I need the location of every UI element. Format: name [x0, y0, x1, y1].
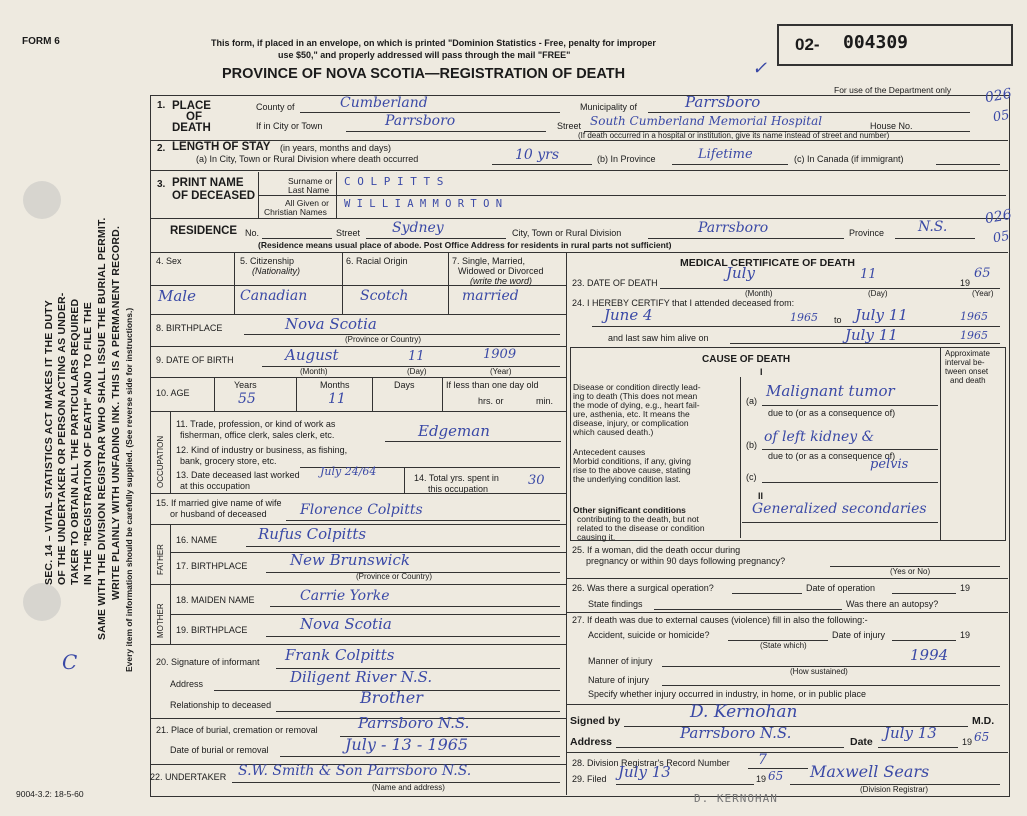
birthplace-label: 8. BIRTHPLACE: [156, 323, 223, 333]
signed-address-value: Parrsboro N.S.: [680, 724, 792, 742]
q27-manner-label: Manner of injury: [588, 656, 653, 666]
residence-division-label: City, Town or Rural Division: [512, 228, 622, 238]
q24-label: 24. I HEREBY CERTIFY that I attended deceased from:: [572, 298, 795, 308]
sidebar-line-4: IN THE "REGISTRATION OF DEATH" AND TO FILE THE: [82, 301, 94, 585]
father-side-label: FATHER: [156, 544, 165, 575]
q26-autopsy-label: Was there an autopsy?: [846, 599, 939, 609]
h4-sex: 4. Sex: [156, 256, 182, 266]
residence-code-1: 026: [983, 206, 1013, 228]
signed-year-prefix: 19: [962, 737, 973, 747]
q29-registrar: Maxwell Sears: [810, 762, 930, 781]
interval-3: tween onset: [945, 367, 989, 376]
reg-number: 004309: [843, 32, 909, 53]
mother-birthplace-value: Nova Scotia: [300, 615, 392, 633]
attended-from: June 4: [604, 306, 653, 324]
q26-year-prefix: 19: [960, 583, 971, 593]
q26-date-label: Date of operation: [806, 583, 876, 593]
q14-value: 30: [528, 473, 545, 488]
hospital-note: (If death occurred in a hospital or institution, give its name instead of street and number): [578, 131, 890, 140]
sidebar-line-2: OF THE UNDERTAKER OR PERSON ACTING AS UNDER-: [56, 292, 68, 585]
other-1: Other significant conditions: [573, 505, 686, 515]
q26-line-1: 26. Was there a surgical operation?: [572, 583, 714, 593]
attended-from-year: 1965: [790, 311, 818, 324]
other-value: Generalized secondaries: [752, 501, 927, 517]
death-day: 11: [860, 267, 877, 282]
q11-line-2: fisherman, office clerk, sales clerk, etc.: [180, 430, 335, 440]
age-days-label: Days: [394, 380, 415, 390]
dob-day: 11: [408, 349, 425, 364]
last-seen-year: 1965: [960, 329, 988, 342]
citizenship-value: Canadian: [240, 288, 308, 304]
q13-value: July 24/64: [320, 465, 377, 478]
q2-label: LENGTH OF STAY: [172, 141, 271, 153]
cause-a-label: (a): [746, 396, 757, 406]
informant-address-value: Diligent River N.S.: [290, 668, 433, 686]
burial-date-label: Date of burial or removal: [170, 745, 269, 755]
q25-yes-no: (Yes or No): [890, 567, 931, 576]
burial-date-value: July - 13 - 1965: [345, 735, 469, 754]
signed-md: M.D.: [972, 715, 995, 727]
dept-use-label: For use of the Department only: [834, 85, 952, 95]
signed-address-label: Address: [570, 736, 613, 748]
q27-code: 1994: [910, 646, 949, 664]
q25-line-1: 25. If a woman, did the death occur during: [572, 545, 741, 555]
residence-street-label: Street: [336, 228, 361, 238]
burial-place-label: 21. Place of burial, cremation or removal: [156, 725, 318, 735]
county-label: County of: [256, 102, 295, 112]
q3-label-1: PRINT NAME: [172, 177, 244, 189]
informant-rel-label: Relationship to deceased: [170, 700, 272, 710]
q27-state-which: (State which): [760, 641, 807, 650]
other-3: related to the disease or condition: [577, 523, 705, 533]
age-lt-label: If less than one day old: [446, 380, 539, 390]
mother-side-label: MOTHER: [156, 603, 165, 638]
attended-to-label: to: [834, 315, 842, 325]
q25-line-2: pregnancy or within 90 days following pregnancy?: [586, 556, 786, 566]
q13-line-1: 13. Date deceased last worked: [176, 470, 300, 480]
ante-1: Antecedent causes: [573, 447, 646, 457]
residence-note: (Residence means usual place of abode. Post Office Address for residents in rural parts not sufficient): [258, 240, 672, 250]
q2-num: 2.: [157, 143, 166, 154]
death-year-prefix: 19: [960, 278, 971, 288]
cause-due-2: due to (or as a consequence of): [768, 451, 896, 461]
reg-prefix: 02-: [795, 35, 820, 54]
stay-a-label: (a) In City, Town or Rural Division where death occurred: [196, 154, 419, 164]
form-id: FORM 6: [22, 36, 60, 47]
residence-no-label: No.: [245, 228, 260, 238]
q2-label-suffix: (in years, months and days): [280, 143, 392, 153]
surname-value: C O L P I T T S: [344, 175, 444, 188]
sidebar-line-5: SAME WITH THE DIVISION REGISTRAR WHO SHALL ISSUE THE BURIAL PERMIT.: [96, 217, 108, 640]
h5-citizenship: 5. Citizenship: [240, 256, 295, 266]
surname-label-1: Surname or: [288, 176, 333, 186]
street-label: Street: [557, 121, 582, 131]
residence-division-value: Parrsboro: [698, 220, 769, 236]
disease-1: Disease or condition directly lead-: [573, 382, 701, 392]
ante-4: the underlying condition last.: [573, 474, 681, 484]
death-year: 65: [974, 266, 991, 281]
q1-label-2: OF: [186, 111, 202, 123]
age-years-value: 55: [238, 391, 256, 407]
age-years-label: Years: [234, 380, 257, 390]
burial-place-value: Parrsboro N.S.: [358, 714, 470, 732]
death-day-label: (Day): [868, 289, 888, 298]
house-label: House No.: [870, 121, 913, 131]
disease-3: the mode of dying, e.g., heart fail-: [573, 400, 700, 410]
q12-line-2: bank, grocery store, etc.: [180, 456, 277, 466]
age-min-label: min.: [536, 396, 554, 406]
cause-due-1: due to (or as a consequence of): [768, 408, 896, 418]
residence-province-value: N.S.: [918, 219, 948, 235]
form-code: 9004-3.2: 18-5-60: [16, 789, 84, 799]
q15-line-1: 15. If married give name of wife: [156, 498, 282, 508]
q23-label: 23. DATE OF DEATH: [572, 278, 658, 288]
mother-maiden-label: 18. MAIDEN NAME: [176, 595, 255, 605]
death-year-label: (Year): [972, 289, 994, 298]
stay-c-label: (c) In Canada (if immigrant): [794, 154, 904, 164]
informant-rel-value: Brother: [360, 688, 423, 707]
cause-b-value: of left kidney &: [764, 429, 875, 445]
mother-birthplace-label: 19. BIRTHPLACE: [176, 625, 248, 635]
q14-line-1: 14. Total yrs. spent in: [414, 473, 499, 483]
residence-label: RESIDENCE: [170, 225, 238, 237]
given-label-1: All Given or: [285, 198, 329, 208]
q27-accident-label: Accident, suicide or homicide?: [588, 630, 710, 640]
county-value: Cumberland: [340, 95, 428, 111]
h7-marital-3: (write the word): [470, 276, 533, 286]
q27-specify: Specify whether injury occurred in industry, in home, or in public place: [588, 689, 866, 699]
page-title: PROVINCE OF NOVA SCOTIA—REGISTRATION OF DEATH: [222, 66, 626, 82]
age-months-value: 11: [328, 391, 346, 407]
birthplace-value: Nova Scotia: [285, 315, 377, 333]
undertaker-sub: (Name and address): [372, 783, 445, 792]
residence-province-label: Province: [849, 228, 885, 238]
age-months-label: Months: [320, 380, 350, 390]
given-label-2: Christian Names: [264, 207, 327, 217]
q13-line-2: at this occupation: [180, 481, 251, 491]
cause-header: CAUSE OF DEATH: [702, 354, 791, 365]
dob-month: August: [285, 346, 339, 364]
check-mark: ✓: [752, 58, 768, 79]
q1-num: 1.: [157, 100, 166, 111]
sidebar-line-1: SEC. 14 – VITAL STATISTICS ACT MAKES IT THE DUTY: [43, 300, 55, 585]
given-value: W I L L I A M M O R T O N: [344, 198, 503, 210]
q29-year-prefix: 19: [756, 774, 767, 784]
street-value: South Cumberland Memorial Hospital: [590, 114, 823, 128]
city-label: If in City or Town: [256, 121, 323, 131]
q27-nature-label: Nature of injury: [588, 675, 650, 685]
sex-value: Male: [158, 287, 196, 305]
informant-address-label: Address: [170, 679, 204, 689]
q29-label: 29. Filed: [572, 774, 607, 784]
stay-a-value: 10 yrs: [515, 147, 560, 163]
q12-line-1: 12. Kind of industry or business, as fishing,: [176, 445, 348, 455]
punch-hole-bottom: [23, 583, 61, 621]
informant-sig-label: 20. Signature of informant: [156, 657, 260, 667]
city-value: Parrsboro: [385, 113, 456, 129]
stay-b-value: Lifetime: [698, 147, 753, 162]
margin-mark: C: [62, 650, 78, 674]
medical-header: MEDICAL CERTIFICATE OF DEATH: [680, 257, 855, 269]
h7-marital-2: Widowed or Divorced: [458, 266, 544, 276]
dob-month-label: (Month): [300, 367, 328, 376]
father-name-value: Rufus Colpitts: [258, 525, 367, 543]
occupation-side-label: OCCUPATION: [156, 435, 165, 488]
mail-notice-2: use $50," and properly addressed will pass through the mail "FREE": [278, 50, 571, 60]
q3-num: 3.: [157, 179, 166, 190]
interval-2: interval be-: [945, 358, 985, 367]
informant-sig-value: Frank Colpitts: [285, 646, 395, 664]
municipality-label: Municipality of: [580, 102, 638, 112]
punch-hole-top: [23, 181, 61, 219]
h7-marital-1: 7. Single, Married,: [452, 256, 526, 266]
q27-injury-date-label: Date of injury: [832, 630, 886, 640]
q26-state-label: State findings: [588, 599, 643, 609]
dob-day-label: (Day): [407, 367, 427, 376]
q27-how: (How sustained): [790, 667, 848, 676]
place-code-2: 05: [991, 107, 1011, 126]
death-month: July: [726, 264, 755, 282]
q1-label-3: DEATH: [172, 122, 211, 134]
residence-street-value: Sydney: [392, 220, 444, 236]
q27-line-1: 27. If death was due to external causes (violence) fill in also the following:-: [572, 615, 868, 625]
q3-label-2: OF DECEASED: [172, 190, 256, 202]
last-seen-date: July 11: [845, 326, 898, 344]
death-month-label: (Month): [745, 289, 773, 298]
residence-code-2: 05: [991, 228, 1011, 247]
attended-to: July 11: [855, 306, 908, 324]
q1-label-1: PLACE: [172, 100, 211, 112]
signed-value: D. Kernohan: [690, 702, 798, 722]
mail-notice-1: This form, if placed in an envelope, on which is printed "Dominion Statistics - Free, penalty for improper: [211, 38, 656, 48]
father-birthplace-label: 17. BIRTHPLACE: [176, 561, 248, 571]
q29-year: 65: [768, 769, 784, 783]
cause-a-value: Malignant tumor: [766, 382, 895, 400]
q28-value: 7: [758, 752, 767, 768]
birthplace-sub: (Province or Country): [345, 335, 422, 344]
signed-date-label: Date: [850, 736, 873, 748]
sidebar-line-6: WRITE PLAINLY WITH UNFADING INK. THIS IS A PERMANENT RECORD.: [110, 225, 122, 600]
undertaker-value: S.W. Smith & Son Parrsboro N.S.: [238, 763, 472, 779]
stay-b-label: (b) In Province: [597, 154, 656, 164]
municipality-value: Parrsboro: [685, 93, 761, 111]
disease-2: ing to death (This does not mean: [573, 391, 698, 401]
dob-year: 1909: [483, 347, 517, 362]
h6-racial: 6. Racial Origin: [346, 256, 408, 266]
last-seen-label: and last saw him alive on: [608, 333, 709, 343]
attended-to-year: 1965: [960, 310, 988, 323]
undertaker-label: 22. UNDERTAKER: [150, 772, 227, 782]
q28-label: 28. Division Registrar's Record Number: [572, 758, 730, 768]
sidebar-line-3: TAKER TO OBTAIN ALL THE PARTICULARS REQUIRED: [69, 298, 81, 585]
q29-sub: (Division Registrar): [860, 785, 929, 794]
q11-value: Edgeman: [418, 422, 490, 440]
place-code-1: 026: [983, 85, 1013, 107]
q11-line-1: 11. Trade, profession, or kind of work as: [176, 419, 336, 429]
father-birthplace-sub: (Province or Country): [356, 572, 433, 581]
spouse-value: Florence Colpitts: [300, 502, 423, 518]
q15-line-2: or husband of deceased: [170, 509, 267, 519]
dob-year-label: (Year): [490, 367, 512, 376]
cause-c-label: (c): [746, 472, 757, 482]
other-2: contributing to the death, but not: [577, 514, 699, 524]
racial-value: Scotch: [360, 288, 409, 304]
q27-year-prefix: 19: [960, 630, 971, 640]
cause-roman-1: I: [760, 367, 763, 377]
age-label: 10. AGE: [156, 388, 190, 398]
disease-4: ure, asthenia, etc. It means the: [573, 409, 690, 419]
ante-3: rise to the above cause, stating: [573, 465, 691, 475]
signed-date-value: July 13: [884, 724, 937, 742]
interval-1: Approximate: [945, 349, 990, 358]
signed-label: Signed by: [570, 715, 621, 727]
signed-year: 65: [974, 730, 990, 744]
mother-maiden-value: Carrie Yorke: [300, 588, 390, 604]
father-birthplace-value: New Brunswick: [290, 551, 410, 569]
ante-2: Morbid conditions, if any, giving: [573, 456, 691, 466]
interval-4: and death: [950, 376, 986, 385]
sidebar-line-7: Every item of information should be carefully supplied. (See reverse side for instructions.): [124, 307, 134, 672]
other-4: causing it.: [577, 532, 616, 542]
age-hrs-label: hrs. or: [478, 396, 504, 406]
cause-roman-2: II: [758, 491, 764, 501]
cause-b-label: (b): [746, 440, 757, 450]
q14-line-2: this occupation: [428, 484, 489, 494]
surname-label-2: Last Name: [288, 185, 330, 195]
dob-label: 9. DATE OF BIRTH: [156, 355, 234, 365]
father-name-label: 16. NAME: [176, 535, 218, 545]
marital-value: married: [462, 288, 519, 304]
doctor-stamp: D. KERNOHAN: [694, 792, 778, 805]
q29-date: July 13: [618, 763, 671, 781]
disease-6: which caused death.): [573, 427, 654, 437]
disease-5: disease, injury, or complication: [573, 418, 689, 428]
cause-b-value-2: pelvis: [870, 457, 909, 472]
h5-nationality: (Nationality): [252, 266, 301, 276]
